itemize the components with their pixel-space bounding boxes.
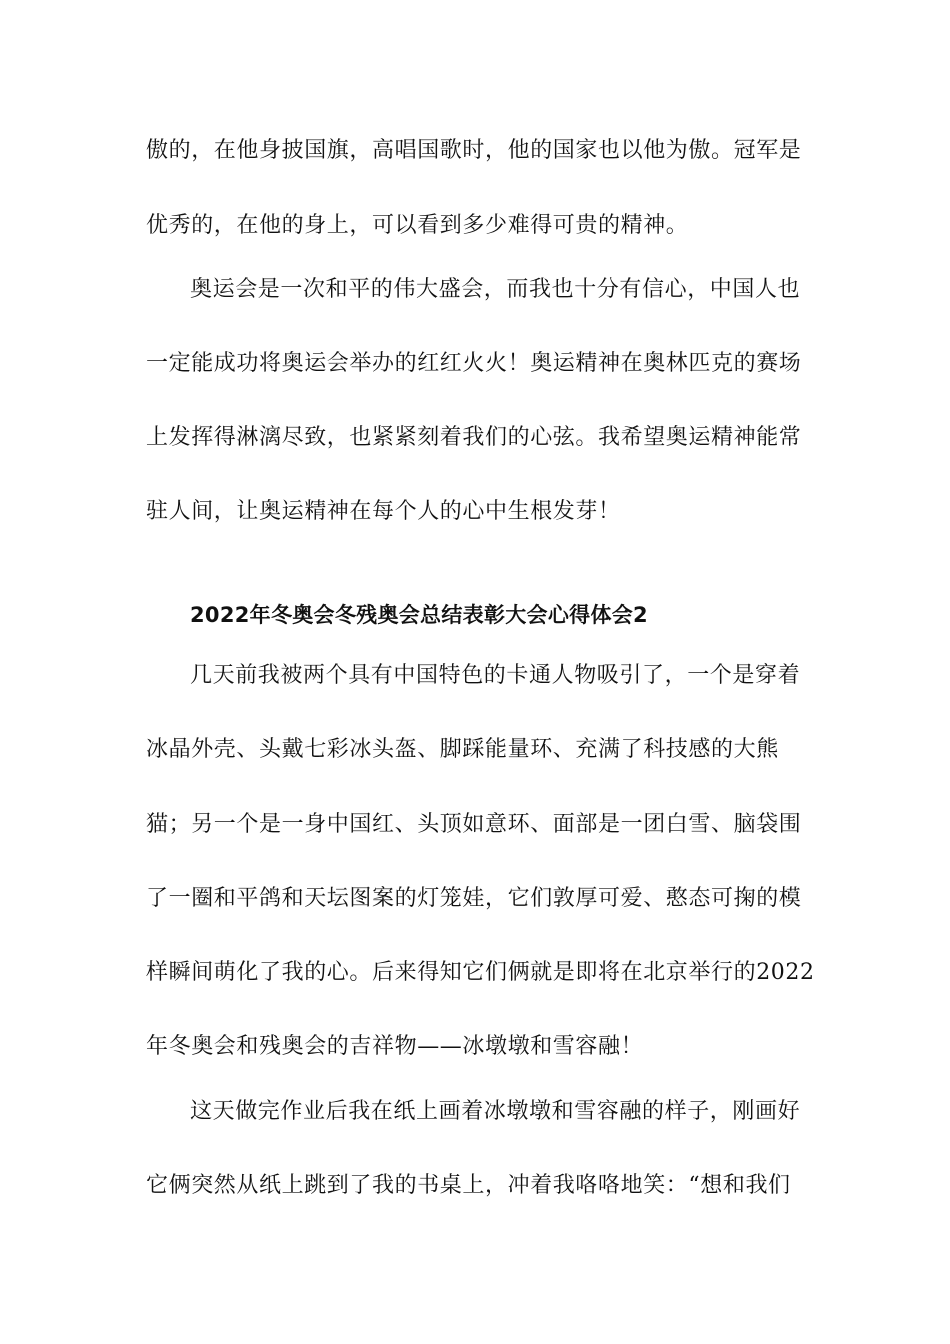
paragraph-line: 上发挥得淋漓尽致，也紧紧刻着我们的心弦。我希望奥运精神能常 (146, 425, 802, 450)
paragraph-line: 这天做完作业后我在纸上画着冰墩墩和雪容融的样子，刚画好 (190, 1099, 801, 1124)
paragraph-line: 它俩突然从纸上跳到了我的书桌上，冲着我咯咯地笑：“想和我们 (146, 1173, 791, 1198)
paragraph-line: 样瞬间萌化了我的心。后来得知它们俩就是即将在北京举行的2022 (146, 960, 815, 985)
paragraph-line: 奥运会是一次和平的伟大盛会，而我也十分有信心，中国人也 (190, 277, 801, 302)
paragraph-line: 一定能成功将奥运会举办的红红火火！奥运精神在奥林匹克的赛场 (146, 351, 802, 376)
paragraph-line: 傲的，在他身披国旗，高唱国歌时，他的国家也以他为傲。冠军是 (146, 138, 802, 163)
paragraph-line: 冰晶外壳、头戴七彩冰头盔、脚踩能量环、充满了科技感的大熊 (146, 737, 779, 762)
paragraph-line: 猫；另一个是一身中国红、头顶如意环、面部是一团白雪、脑袋围 (146, 812, 802, 837)
paragraph-line: 驻人间，让奥运精神在每个人的心中生根发芽！ (146, 499, 621, 524)
paragraph-line: 年冬奥会和残奥会的吉祥物——冰墩墩和雪容融！ (146, 1034, 644, 1059)
paragraph-line: 几天前我被两个具有中国特色的卡通人物吸引了，一个是穿着 (190, 663, 801, 688)
paragraph-line: 优秀的，在他的身上，可以看到多少难得可贵的精神。 (146, 213, 689, 238)
section-title: 2022年冬奥会冬残奥会总结表彰大会心得体会2 (190, 603, 648, 627)
paragraph-line: 了一圈和平鸽和天坛图案的灯笼娃，它们敦厚可爱、憨态可掬的模 (146, 886, 802, 911)
